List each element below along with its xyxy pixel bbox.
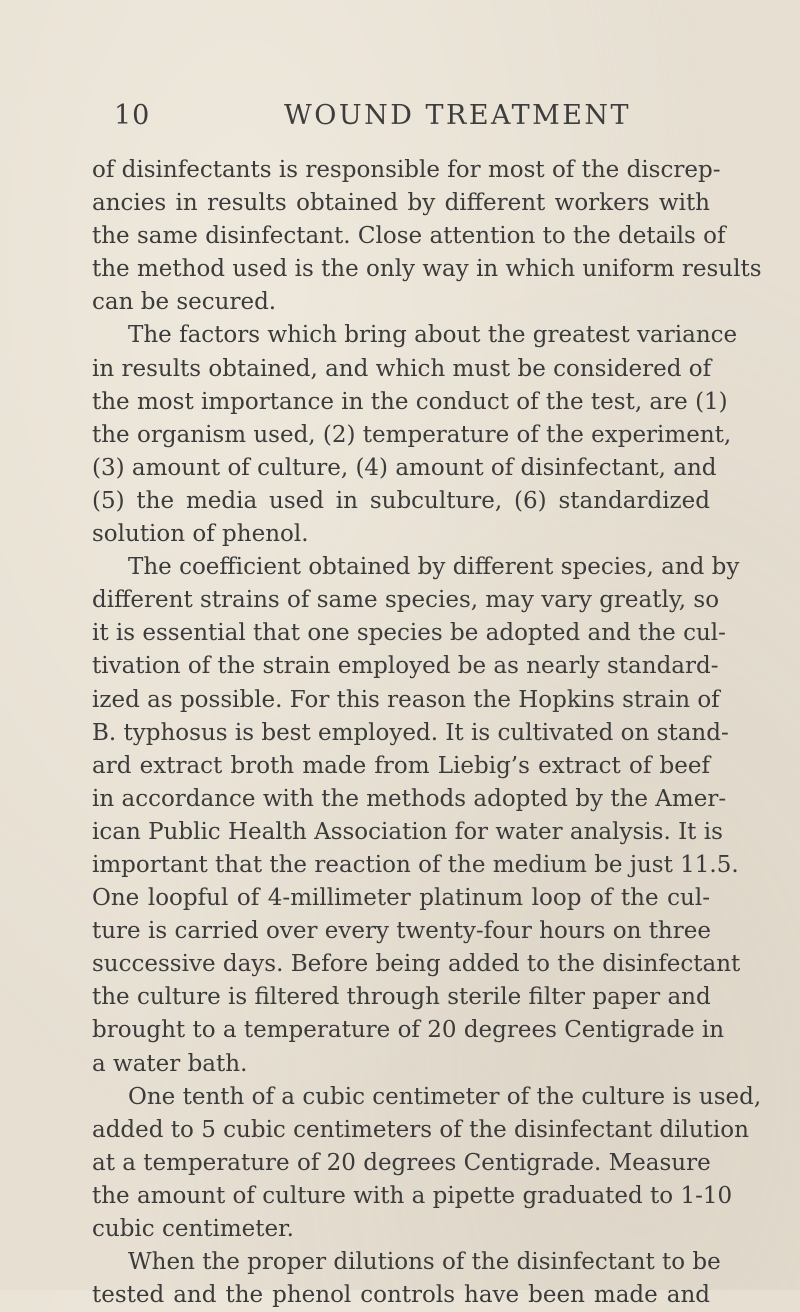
text-line: the organism used, (2) temperature of the experiment, (92, 421, 732, 448)
paragraph-first-line: The factors which bring about the greatest variance (128, 322, 738, 349)
text-line: in results obtained, and which must be considered of (92, 355, 712, 382)
text-line: (5) the media used in subculture, (6) standardized (92, 487, 710, 514)
text-line: important that the reaction of the medium be just 11.5. (92, 851, 739, 878)
text-line: ard extract broth made from Liebig’s extract of beef (92, 752, 710, 779)
text-line: cubic centimeter. (92, 1216, 294, 1242)
text-line: a water bath. (92, 1050, 248, 1077)
text-line: ized as possible. For this reason the Hopkins strain of (92, 686, 720, 713)
text-line: (3) amount of culture, (4) amount of disinfectant, and (92, 454, 717, 481)
text-line: the same disinfectant. Close attention to the details of (92, 223, 726, 250)
paragraph-first-line: One tenth of a cubic centimeter of the culture is used, (128, 1083, 762, 1110)
text-line: the most importance in the conduct of the test, are (1) (92, 388, 728, 415)
text-line: brought to a temperature of 20 degrees Centigrade in (92, 1017, 725, 1044)
text-line: of disinfectants is responsible for most of the discrep- (92, 157, 721, 183)
text-line: One loopful of 4-millimeter platinum loop of the cul- (92, 885, 710, 912)
text-line: B. typhosus is best employed. It is cultivated on stand- (92, 719, 729, 746)
text-line: can be secured. (92, 289, 277, 316)
text-line: it is essential that one species be adopted and the cul- (92, 620, 726, 647)
text-line: ture is carried over every twenty-four hours on three (92, 918, 711, 945)
running-head (114, 100, 714, 140)
text-line: the method used is the only way in which uniform results (92, 256, 762, 283)
text-line: tested and the phenol controls have been made and (92, 1282, 710, 1309)
text-line: added to 5 cubic centimeters of the disinfectant dilution (92, 1116, 749, 1143)
text-line: at a temperature of 20 degrees Centigrade. Measure (92, 1149, 711, 1176)
paragraph-first-line: The coefficient obtained by different species, and by (128, 554, 740, 581)
text-line: ican Public Health Association for water analysis. It is (92, 818, 723, 845)
text-line: in accordance with the methods adopted by the Amer- (92, 785, 727, 812)
text-line: the culture is filtered through sterile filter paper and (92, 984, 711, 1011)
running-title: WOUND TREATMENT (284, 100, 632, 131)
paragraph-first-line: When the proper dilutions of the disinfectant to be (128, 1249, 721, 1276)
text-line: successive days. Before being added to the disinfectant (92, 951, 741, 978)
page-number: 10 (114, 100, 151, 131)
text-line: the amount of culture with a pipette graduated to 1-10 (92, 1182, 733, 1209)
text-line: ancies in results obtained by different workers with (92, 190, 710, 217)
text-line: tivation of the strain employed be as nearly standard- (92, 653, 719, 680)
text-line: solution of phenol. (92, 521, 309, 548)
text-line: different strains of same species, may vary greatly, so (92, 587, 720, 614)
body-text (92, 154, 762, 1312)
